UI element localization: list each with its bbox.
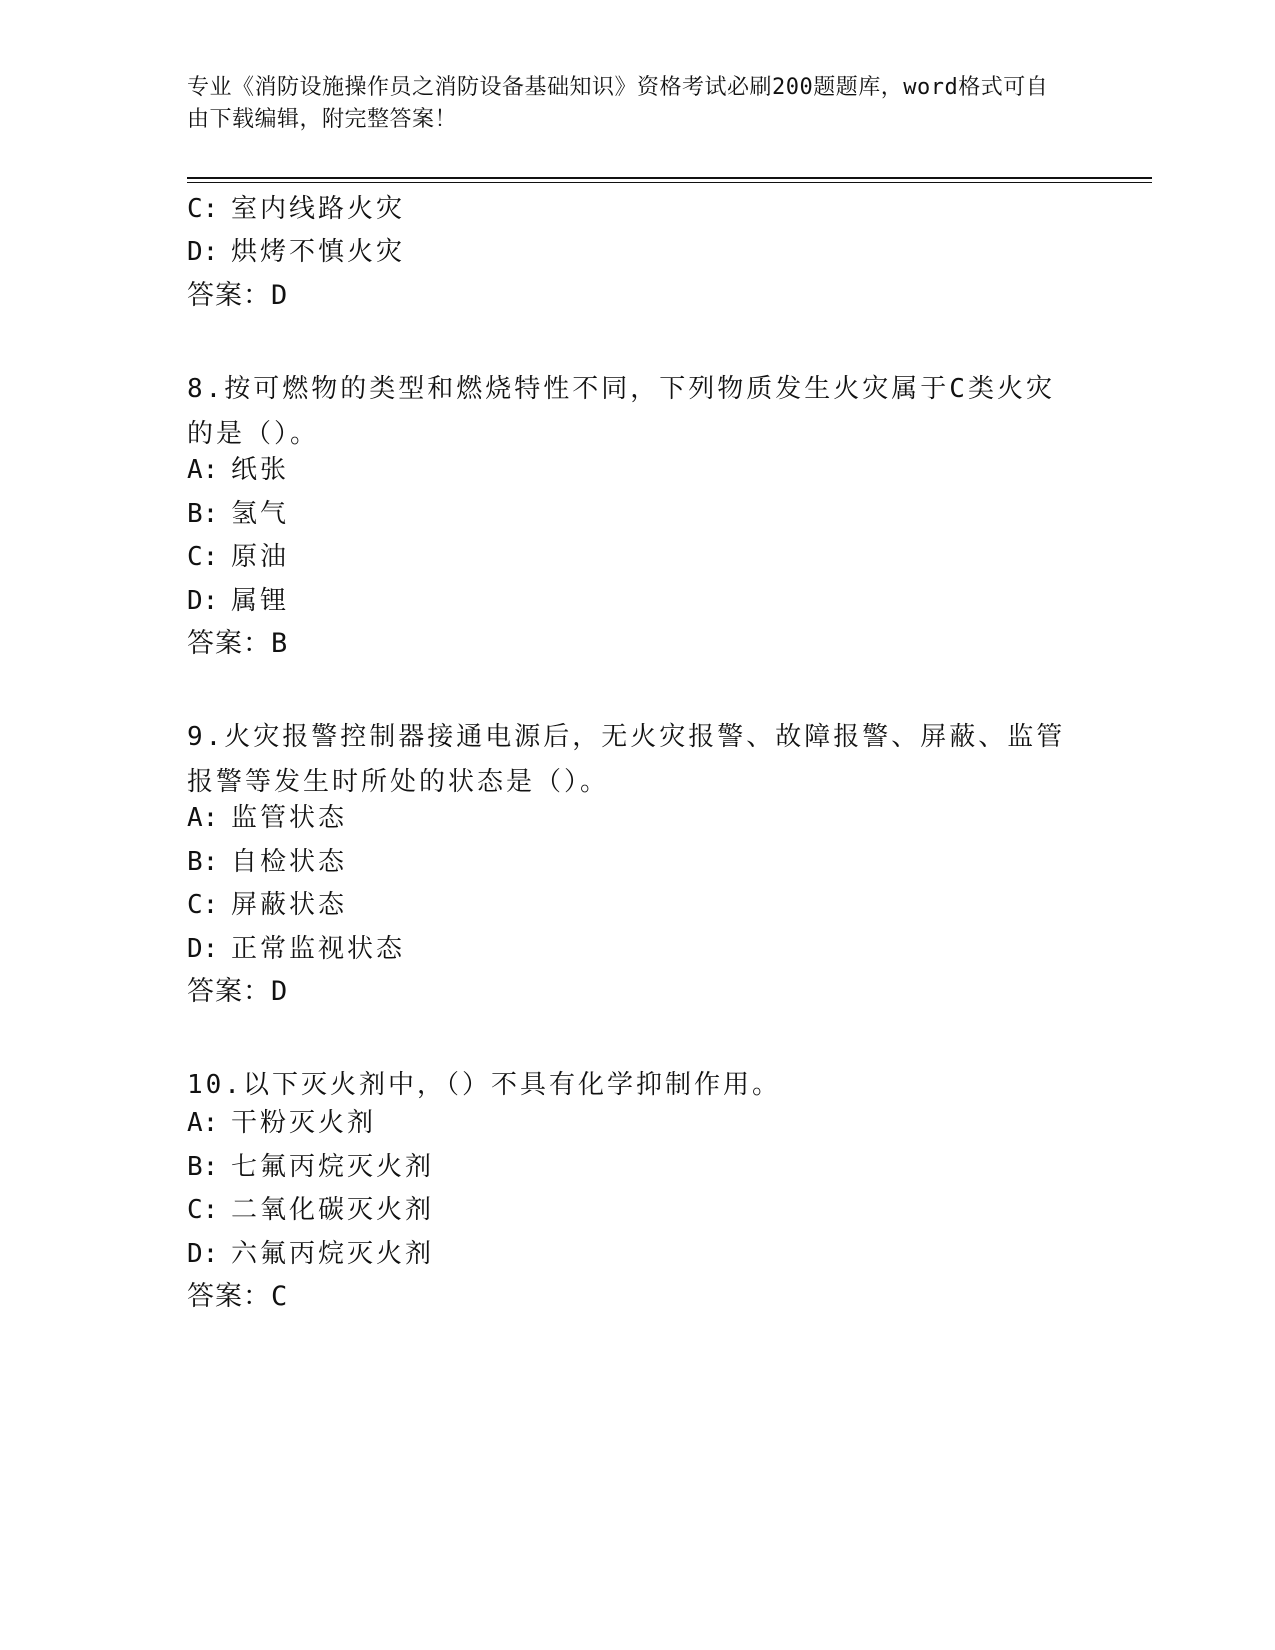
option-text: 氢气	[231, 499, 290, 529]
option-text: 室内线路火灾	[231, 194, 406, 224]
option-line	[187, 235, 405, 269]
option-key: D:	[187, 237, 219, 267]
option-text: 自检状态	[231, 847, 348, 877]
question-text: 9.火灾报警控制器接通电源后，无火灾报警、故障报警、屏蔽、监管报警等发生时所处的状态是（）。	[187, 722, 1066, 797]
answer-line: 答案：C	[187, 1281, 289, 1312]
option-text: 干粉灭火剂	[231, 1108, 377, 1138]
answer-line: 答案：B	[187, 628, 289, 659]
header-divider-thin	[187, 182, 1152, 183]
answer-line: 答案：D	[187, 280, 289, 311]
option-text: 纸张	[231, 455, 290, 485]
option-text: 原油	[231, 542, 290, 572]
option-key: D:	[187, 1239, 219, 1269]
option-line	[187, 1193, 434, 1227]
option-line	[187, 192, 405, 226]
option-line	[187, 584, 289, 618]
option-line	[187, 540, 289, 574]
option-line	[187, 845, 347, 879]
option-line	[187, 801, 347, 835]
option-line	[187, 1150, 434, 1184]
option-text: 属锂	[231, 586, 290, 616]
option-key: C:	[187, 194, 219, 224]
option-key: D:	[187, 586, 219, 616]
option-key: C:	[187, 890, 219, 920]
option-line	[187, 1237, 434, 1271]
option-text: 正常监视状态	[231, 934, 406, 964]
option-key: D:	[187, 934, 219, 964]
option-key: B:	[187, 499, 219, 529]
option-line	[187, 453, 289, 487]
option-text: 二氧化碳灭火剂	[231, 1195, 435, 1225]
option-key: A:	[187, 455, 219, 485]
option-key: B:	[187, 847, 219, 877]
header-divider-thick	[187, 177, 1152, 179]
option-text: 七氟丙烷灭火剂	[231, 1152, 435, 1182]
option-key: C:	[187, 1195, 219, 1225]
option-text: 屏蔽状态	[231, 890, 348, 920]
answer-line: 答案：D	[187, 976, 289, 1007]
option-line	[187, 932, 405, 966]
option-text: 监管状态	[231, 803, 348, 833]
question-text: 10.以下灭火剂中，（）不具有化学抑制作用。	[187, 1070, 781, 1100]
option-key: C:	[187, 542, 219, 572]
option-line	[187, 497, 289, 531]
document-header: 专业《消防设施操作员之消防设备基础知识》资格考试必刷200题题库，word格式可自由下载编辑，附完整答案！	[187, 75, 1049, 132]
question-text: 8.按可燃物的类型和燃烧特性不同，下列物质发生火灾属于C类火灾的是（）。	[187, 374, 1055, 449]
option-line	[187, 888, 347, 922]
option-key: A:	[187, 1108, 219, 1138]
option-line	[187, 1106, 376, 1140]
option-key: B:	[187, 1152, 219, 1182]
option-text: 六氟丙烷灭火剂	[231, 1239, 435, 1269]
option-key: A:	[187, 803, 219, 833]
option-text: 烘烤不慎火灾	[231, 237, 406, 267]
